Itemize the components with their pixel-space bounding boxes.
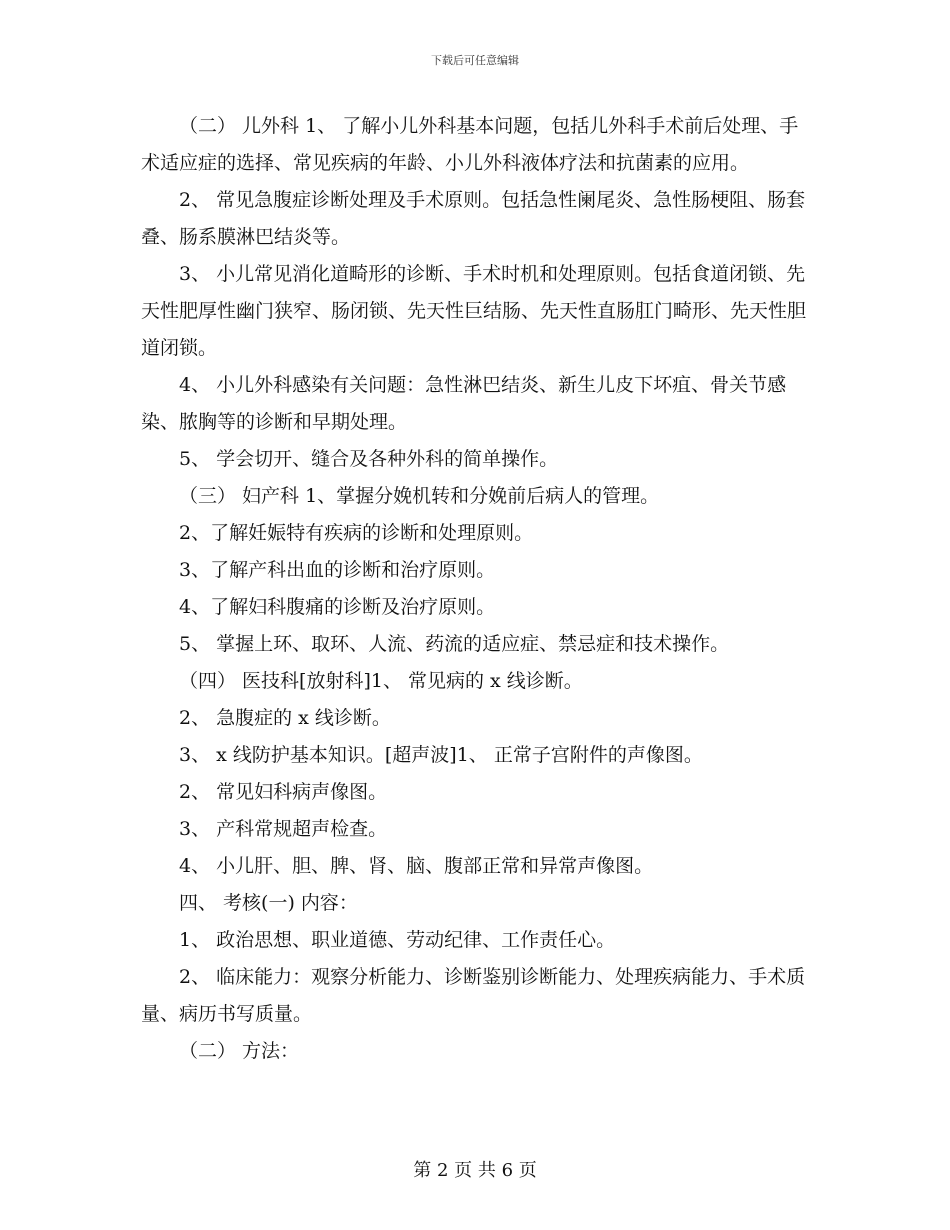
paragraph: （三） 妇产科 1、掌握分娩机转和分娩前后病人的管理。 [179, 485, 660, 507]
paragraph: （二） 方法： [179, 1040, 300, 1062]
document-body [141, 108, 811, 1070]
paragraph: 2、 常见急腹症诊断处理及手术原则。包括急性阑尾炎、急性肠梗阻、肠套叠、肠系膜淋巴结炎等。 [141, 189, 806, 248]
paragraph: （二） 儿外科 1、 了解小儿外科基本问题，包括儿外科手术前后处理、手术适应症的选择、常见疾病的年龄、小儿外科液体疗法和抗菌素的应用。 [141, 115, 799, 174]
paragraph: 5、 掌握上环、取环、人流、药流的适应症、禁忌症和技术操作。 [179, 633, 730, 655]
paragraph: 3、 产科常规超声检查。 [179, 818, 388, 840]
paragraph: 2、了解妊娠特有疾病的诊断和处理原则。 [179, 522, 534, 544]
paragraph: 5、 学会切开、缝合及各种外科的简单操作。 [179, 448, 559, 470]
page-header: 下载后可任意编辑 [431, 54, 519, 67]
paragraph: 2、 常见妇科病声像图。 [179, 781, 388, 803]
paragraph: 3、 x 线防护基本知识。[超声波]1、 正常子宫附件的声像图。 [179, 744, 703, 766]
paragraph: 1、 政治思想、职业道德、劳动纪律、工作责任心。 [179, 929, 616, 951]
paragraph: 2、 临床能力：观察分析能力、诊断鉴别诊断能力、处理疾病能力、手术质量、病历书写质量。 [141, 966, 806, 1025]
paragraph: 4、 小儿肝、胆、脾、肾、脑、腹部正常和异常声像图。 [179, 855, 654, 877]
paragraph: 2、 急腹症的 x 线诊断。 [179, 707, 391, 729]
page-number: 第 2 页 共 6 页 [413, 1160, 537, 1181]
paragraph: 4、 小儿外科感染有关问题：急性淋巴结炎、新生儿皮下坏疽、骨关节感染、脓胸等的诊断和早期处理。 [141, 374, 787, 433]
paragraph: 3、 小儿常见消化道畸形的诊断、手术时机和处理原则。包括食道闭锁、先天性肥厚性幽门狭窄、肠闭锁、先天性巨结肠、先天性直肠肛门畸形、先天性胆道闭锁。 [141, 263, 807, 359]
paragraph: 四、 考核(一) 内容： [179, 892, 358, 914]
paragraph: 4、了解妇科腹痛的诊断及治疗原则。 [179, 596, 496, 618]
paragraph: （四） 医技科[放射科]1、 常见病的 x 线诊断。 [179, 670, 583, 692]
paragraph: 3、了解产科出血的诊断和治疗原则。 [179, 559, 496, 581]
